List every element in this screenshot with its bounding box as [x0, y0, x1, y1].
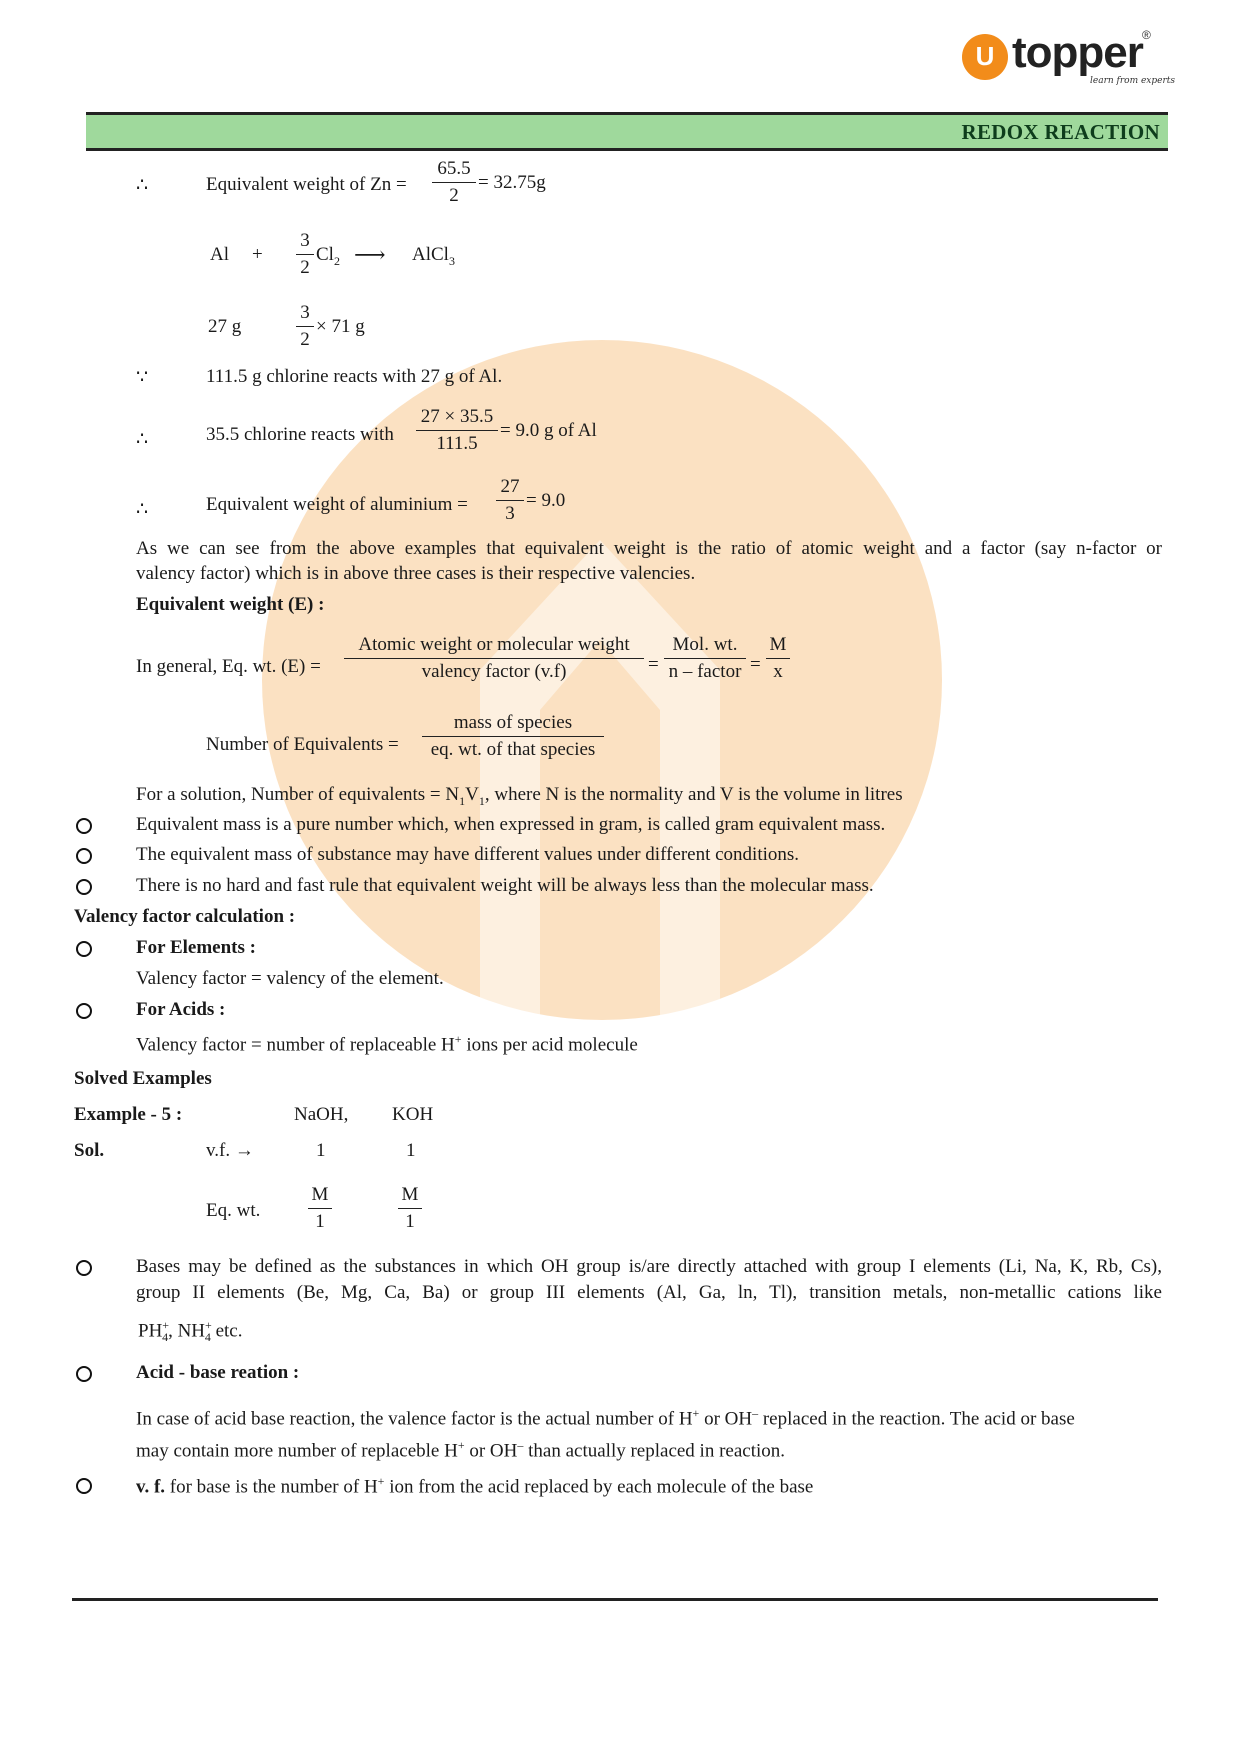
paragraph-line-1: As we can see from the above examples that equivalent weight is the ratio of atomic weight and a factor (say n-factor or [136, 538, 1162, 559]
aluminium-fraction: $\frac{27}{3}$ [496, 476, 524, 525]
acid-base-heading: Acid - base reation : [136, 1362, 300, 1383]
bullet-icon [76, 818, 92, 834]
bullet-icon [76, 941, 92, 957]
koh-vf: 1 [406, 1140, 416, 1161]
cl-mass: × 71 g [316, 316, 365, 337]
eq-wt-label: Eq. wt. [206, 1200, 261, 1221]
bullet-icon [76, 879, 92, 895]
bullet-icon [76, 1003, 92, 1019]
koh-formula: KOH [392, 1104, 434, 1125]
bullet-icon [76, 1260, 92, 1276]
solved-examples-heading: Solved Examples [74, 1068, 212, 1089]
acid-base-line-2: may contain more number of replaceble H+ or OH– than actually replaced in reaction. [136, 1438, 786, 1462]
equals-sign: = [648, 654, 659, 675]
logo-mark: U [962, 34, 1008, 80]
alcl3-formula: AlCl$_3$ [412, 244, 455, 268]
eq-weight-heading: Equivalent weight (E) : [136, 594, 325, 615]
cl-coefficient: $\frac{3}{2}$ [296, 230, 314, 279]
formula-fraction-2: Mol. wt. n – factor [664, 634, 746, 683]
reaction-arrow-icon: ⟶ [354, 242, 386, 267]
naoh-formula: NaOH, [294, 1104, 349, 1125]
chlorine-35-5-label: 35.5 chlorine reacts with [206, 424, 394, 445]
formula-fraction-3: $\frac{M}{x}$ [766, 634, 790, 683]
eq-weight-aluminium-label: Equivalent weight of aluminium = [206, 494, 468, 515]
plus-sign: + [252, 244, 263, 265]
vf-base-line: v. f. for base is the number of H+ ion from the acid replaced by each molecule of the base [136, 1474, 814, 1498]
al-symbol: Al [210, 244, 229, 265]
chapter-header-band [86, 112, 1168, 151]
logo-wordmark: topper [1012, 28, 1143, 77]
cl-mass-coefficient: $\frac{3}{2}$ [296, 302, 314, 351]
paragraph-line-2: valency factor) which is in above three cases is their respective valencies. [136, 563, 696, 584]
bullet-icon [76, 1366, 92, 1382]
naoh-vf: 1 [316, 1140, 326, 1161]
zn-fraction: $\frac{65.5}{2}$ [432, 158, 476, 207]
num-equivalents-fraction: mass of species eq. wt. of that species [422, 712, 604, 761]
solution-line: For a solution, Number of equivalents = $N_1V_1$, where N is the normality and V is the volume in litres [136, 784, 903, 808]
zn-result: = 32.75g [478, 172, 546, 193]
koh-eq-wt-fraction: $\frac{M}{1}$ [398, 1184, 422, 1233]
equals-sign: = [750, 654, 761, 675]
chlorine-result: = 9.0 g of Al [500, 420, 597, 441]
formula-fraction-1: Atomic weight or molecular weight valency factor (v.f) [344, 634, 644, 683]
sol-label: Sol. [74, 1140, 105, 1161]
vf-label: v.f. → [206, 1140, 254, 1161]
elements-text: Valency factor = valency of the element. [136, 968, 444, 989]
example-label: Example - 5 : [74, 1104, 183, 1125]
chlorine-reacts-line: 111.5 g chlorine reacts with 27 g of Al. [206, 366, 503, 387]
because-symbol: ∵ [136, 367, 149, 388]
general-formula-label: In general, Eq. wt. (E) = [136, 656, 321, 677]
bullet-icon [76, 1478, 92, 1494]
zn-label: Equivalent weight of Zn = [206, 174, 407, 195]
logo-registered: ® [1142, 28, 1151, 42]
bullet-text: Equivalent mass is a pure number which, when expressed in gram, is called gram equivalent mass. [136, 814, 886, 835]
chapter-title: REDOX REACTION [961, 120, 1160, 144]
naoh-eq-wt-fraction: $\frac{M}{1}$ [308, 1184, 332, 1233]
chlorine-fraction: $\frac{27 \times 35.5}{111.5}$ [416, 406, 498, 455]
bullet-icon [76, 848, 92, 864]
acids-text: Valency factor = number of replaceable H+ ions per acid molecule [136, 1032, 638, 1056]
bullet-text: There is no hard and fast rule that equivalent weight will be always less than the molecular mass. [136, 875, 874, 896]
elements-heading: For Elements : [136, 937, 256, 958]
valency-heading: Valency factor calculation : [74, 906, 296, 927]
bullet-text: The equivalent mass of substance may have different values under different conditions. [136, 844, 800, 865]
logo-tagline: learn from experts [1090, 76, 1176, 86]
al-mass: 27 g [208, 316, 242, 337]
cl2-formula: $Cl_2$ [316, 244, 340, 268]
footer-rule [72, 1598, 1158, 1601]
aluminium-result: = 9.0 [526, 490, 566, 511]
right-arrow-icon: → [234, 1140, 254, 1161]
bases-line-2: group II elements (Be, Mg, Ca, Ba) or group III elements (Al, Ga, ln, Tl), transition metals, non-metallic cations like [136, 1282, 1162, 1303]
therefore-symbol: ∴ [136, 429, 149, 450]
bases-line-1: Bases may be defined as the substances in which OH group is/are directly attached with group I elements (Li, Na, K, Rb, Cs), [136, 1256, 1162, 1277]
acids-heading: For Acids : [136, 999, 226, 1020]
num-equivalents-label: Number of Equivalents = [206, 734, 399, 755]
therefore-symbol: ∴ [136, 175, 149, 196]
therefore-symbol: ∴ [136, 499, 149, 520]
bases-cations: $PH^+_4$, $NH^+_4$ etc. [138, 1318, 243, 1345]
acid-base-line-1: In case of acid base reaction, the valence factor is the actual number of H+ or OH– replaced in the reaction. The acid or base [136, 1406, 1075, 1430]
